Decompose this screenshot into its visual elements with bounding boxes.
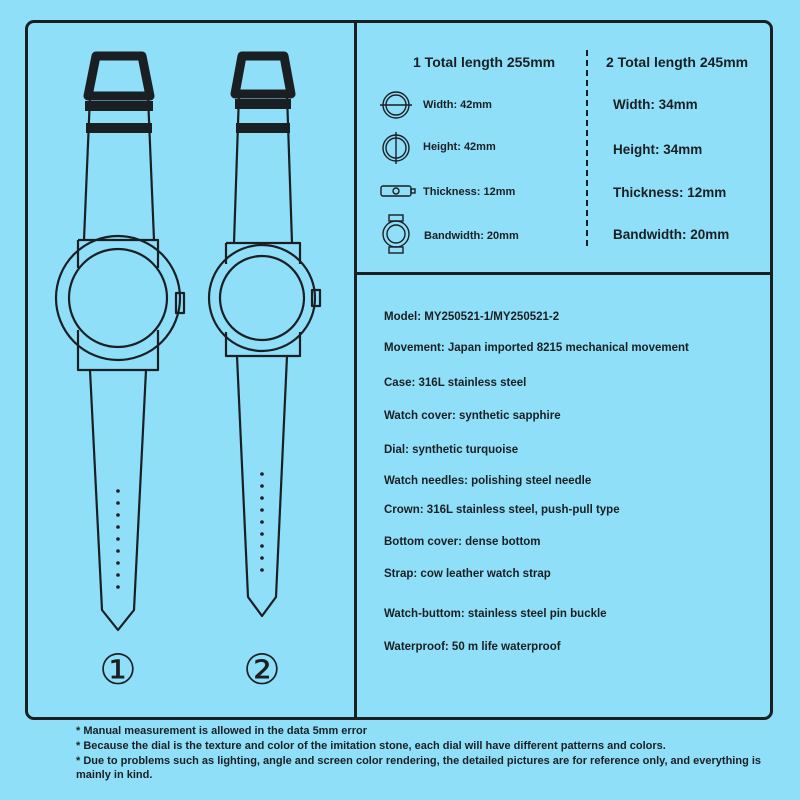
detail-case: Case: 316L stainless steel <box>384 377 527 389</box>
watch-bandwidth-icon <box>378 214 414 254</box>
footnote-measurement: * Manual measurement is allowed in the data 5mm error <box>76 725 367 737</box>
watch-2-label: ② <box>243 645 281 694</box>
footnote-reference: * Due to problems such as lighting, angle and screen color rendering, the detailed pictures are for reference only, and everything is mainly in kind. <box>76 755 762 781</box>
watch-height-icon <box>378 131 414 165</box>
footnotes <box>76 724 776 783</box>
watch-1-height: Height: 42mm <box>423 141 496 153</box>
detail-movement: Movement: Japan imported 8215 mechanical movement <box>384 342 689 354</box>
detail-watch-buttom: Watch-buttom: stainless steel pin buckle <box>384 608 607 620</box>
detail-dial: Dial: synthetic turquoise <box>384 444 519 456</box>
watch-1-width: Width: 42mm <box>423 99 492 111</box>
detail-watch-needles: Watch needles: polishing steel needle <box>384 475 592 487</box>
watch-1-bandwidth: Bandwidth: 20mm <box>424 230 519 242</box>
horizontal-divider <box>354 272 773 275</box>
watch-2-height: Height: 34mm <box>613 142 703 157</box>
spec-dashed-divider <box>586 50 588 246</box>
detail-model: Model: MY250521-1/MY250521-2 <box>384 311 560 323</box>
watch-1-total-length: 1 Total length 255mm <box>413 54 556 70</box>
watch-illustrations <box>28 23 354 717</box>
watch-thickness-icon <box>378 182 418 200</box>
vertical-divider <box>354 20 357 720</box>
watch-2-total-length: 2 Total length 245mm <box>606 54 749 70</box>
watch-width-icon <box>378 89 414 121</box>
detail-waterproof: Waterproof: 50 m life waterproof <box>384 641 561 653</box>
detail-strap: Strap: cow leather watch strap <box>384 568 551 580</box>
detail-watch-cover: Watch cover: synthetic sapphire <box>384 410 561 422</box>
watch-2-bandwidth: Bandwidth: 20mm <box>613 227 730 242</box>
footnote-dial: * Because the dial is the texture and color of the imitation stone, each dial will have different patterns and colors. <box>76 740 666 752</box>
watch-1-thickness: Thickness: 12mm <box>423 186 516 198</box>
watch-2-width: Width: 34mm <box>613 97 698 112</box>
watch-1-label: ① <box>99 645 137 694</box>
watch-2-thickness: Thickness: 12mm <box>613 185 727 200</box>
watch-1-illustration <box>56 56 184 630</box>
detail-bottom-cover: Bottom cover: dense bottom <box>384 536 541 548</box>
watch-2-illustration <box>209 56 320 616</box>
detail-crown: Crown: 316L stainless steel, push-pull type <box>384 504 620 516</box>
